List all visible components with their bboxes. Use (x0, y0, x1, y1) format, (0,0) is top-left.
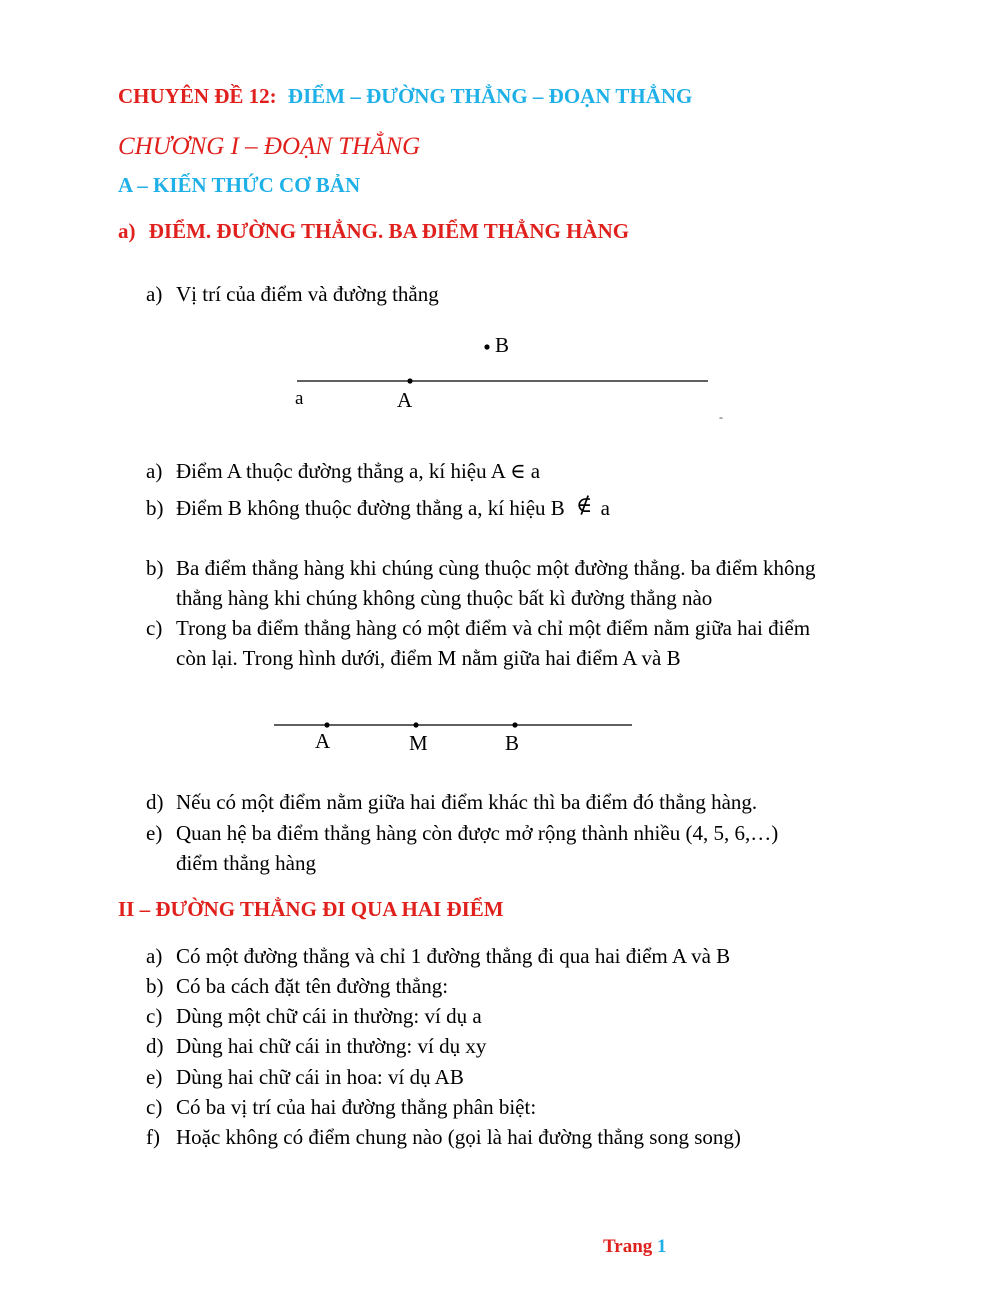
list-item-text: Có ba cách đặt tên đường thẳng: (176, 974, 449, 998)
point-b-label: B (495, 333, 510, 357)
list-item-continuation: thẳng hàng khi chúng không cùng thuộc bất kì đường thẳng nào (176, 586, 713, 610)
list-item-label: f) (146, 1125, 160, 1149)
list-item (146, 944, 730, 969)
list-item-tail: a (600, 496, 610, 520)
line-a-label: a (295, 388, 304, 409)
topic-title: ĐIỂM – ĐƯỜNG THẲNG – ĐOẠN THẲNG (287, 84, 693, 108)
list-item (146, 1004, 482, 1029)
list-item-label: a) (146, 944, 163, 968)
section-heading-a: A – KIẾN THỨC CƠ BẢN (118, 173, 361, 197)
list-item-text: Điểm B không thuộc đường thẳng a, kí hiệu B (176, 496, 565, 520)
list-item-text: Có một đường thẳng và chỉ 1 đường thẳng đi qua hai điểm A và B (176, 944, 731, 968)
list-item (146, 790, 757, 815)
point-a-label: A (397, 388, 413, 412)
point-a-label: A (315, 729, 331, 753)
list-item-label: c) (146, 1095, 163, 1119)
stray-mark: - (719, 410, 723, 424)
chapter-heading: CHƯƠNG I – ĐOẠN THẲNG (118, 133, 421, 160)
list-item-text: Dùng hai chữ cái in hoa: ví dụ AB (176, 1065, 464, 1089)
page-number (603, 1236, 667, 1258)
list-item-text: Trong ba điểm thẳng hàng có một điểm và chỉ một điểm nằm giữa hai điểm (176, 616, 811, 640)
list-item-text: Điểm A thuộc đường thẳng a, kí hiệu A ∈ a (176, 459, 541, 483)
list-item-text: Quan hệ ba điểm thẳng hàng còn được mở rộng thành nhiều (4, 5, 6,…) (176, 821, 779, 845)
point-b-label: B (505, 731, 520, 755)
list-item-text: Vị trí của điểm và đường thẳng (176, 282, 439, 306)
list-item-label: e) (146, 821, 163, 845)
page-word: Trang (603, 1236, 653, 1257)
list-item-text: Ba điểm thẳng hàng khi chúng cùng thuộc một đường thẳng. ba điểm không (176, 556, 816, 580)
list-item-text: Có ba vị trí của hai đường thẳng phân biệt: (176, 1095, 537, 1119)
list-item (146, 1125, 741, 1150)
page-number-value: 1 (657, 1236, 667, 1257)
list-item-label: c) (146, 616, 163, 640)
list-item-text: Nếu có một điểm nằm giữa hai điểm khác thì ba điểm đó thẳng hàng. (176, 790, 758, 814)
list-item-label: c) (146, 1004, 163, 1028)
point-m-dot (413, 722, 418, 727)
point-b-dot (512, 722, 517, 727)
list-item-label: a) (146, 282, 163, 306)
list-item (146, 974, 448, 999)
subsection-label: a) (118, 219, 136, 243)
subsection-title: ĐIỂM. ĐƯỜNG THẲNG. BA ĐIỂM THẲNG HÀNG (148, 219, 630, 243)
point-m-label: M (409, 731, 428, 755)
point-a-dot (324, 722, 329, 727)
list-item-text: Dùng hai chữ cái in thường: ví dụ xy (176, 1034, 487, 1058)
list-item-label: b) (146, 974, 164, 998)
chuyen-de-label: CHUYÊN ĐỀ 12: (118, 84, 277, 108)
not-element-symbol: ∉ (576, 492, 593, 517)
list-item-label: d) (146, 790, 164, 814)
list-item-label: a) (146, 459, 163, 483)
list-item-text: Dùng một chữ cái in thường: ví dụ a (176, 1004, 482, 1028)
list-item-label: e) (146, 1065, 163, 1089)
section-heading-ii: II – ĐƯỜNG THẲNG ĐI QUA HAI ĐIỂM (118, 897, 504, 921)
list-item-continuation: điểm thẳng hàng (176, 851, 316, 875)
list-item-label: b) (146, 556, 164, 580)
list-item (146, 1065, 464, 1090)
list-item (146, 1034, 486, 1059)
list-item-text: Hoặc không có điểm chung nào (gọi là hai đường thẳng song song) (176, 1125, 741, 1149)
list-item (146, 821, 778, 846)
list-item-label: d) (146, 1034, 164, 1058)
list-item (146, 1095, 536, 1120)
list-item-continuation: còn lại. Trong hình dưới, điểm M nằm giữa hai điểm A và B (176, 646, 681, 670)
list-item-label: b) (146, 496, 164, 520)
